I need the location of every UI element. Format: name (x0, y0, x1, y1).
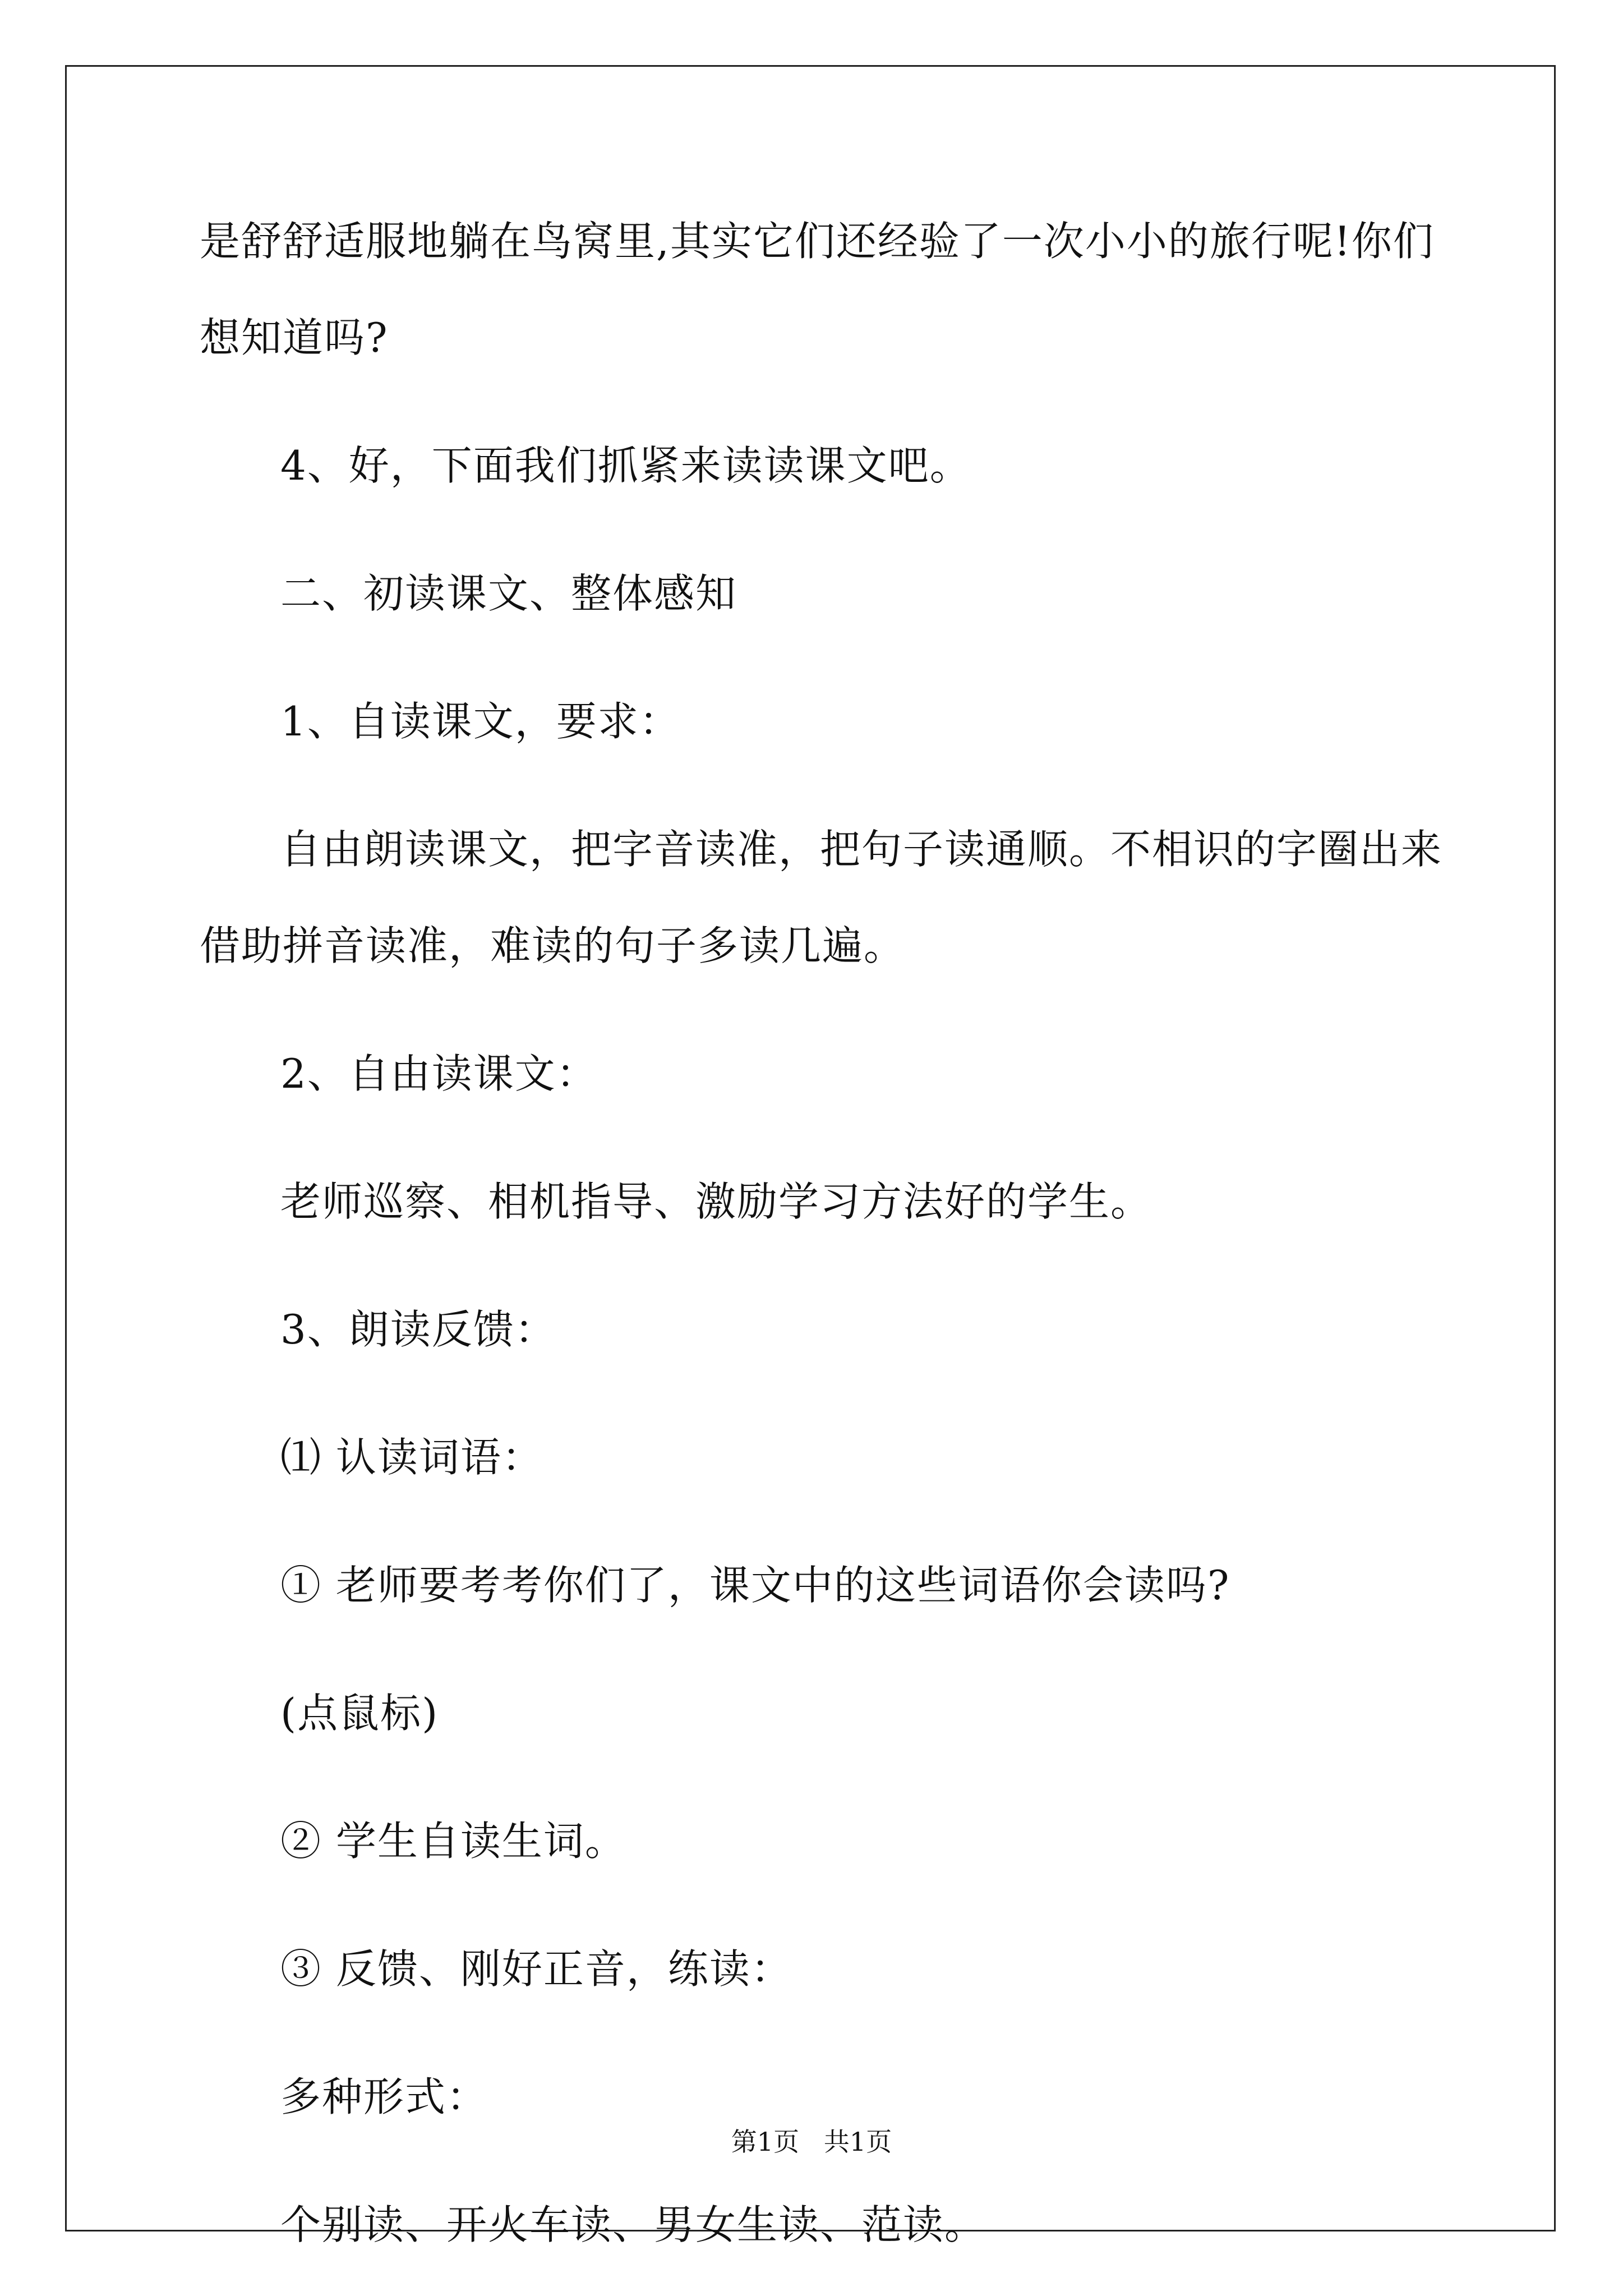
page-footer: 第1页 共1页 (731, 2127, 892, 2157)
text-line: 4、好，下面我们抓紧来读读课文吧。 (280, 442, 971, 489)
text-line: 是舒舒适服地躺在鸟窝里,其实它们还经验了一次小小的旅行呢!你们 (200, 218, 1435, 265)
text-line: 老师巡察、相机指导、激励学习方法好的学生。 (280, 1178, 1152, 1225)
text-line: 自由朗读课文，把字音读准，把句子读通顺。不相识的字圈出来 (280, 826, 1443, 873)
text-line: 多种形式： (280, 2073, 488, 2120)
text-line: ② 学生自读生词。 (280, 1818, 626, 1865)
page-border (65, 65, 1556, 2231)
text-line: ⑴ 认读词语： (280, 1434, 543, 1481)
text-line: (点鼠标) (280, 1690, 439, 1737)
text-line: 个别读、开火车读、男女生读、范读。 (280, 2201, 986, 2248)
section-heading: 二、初读课文、整体感知 (280, 570, 737, 617)
text-line: 借助拼音读准，难读的句子多读几遍。 (200, 922, 906, 969)
text-line: 想知道吗? (200, 314, 389, 361)
text-line: ① 老师要考考你们了，课文中的这些词语你会读吗? (280, 1562, 1230, 1609)
text-line: 2、自由读课文： (280, 1050, 598, 1097)
text-line: 3、朗读反馈： (280, 1306, 556, 1353)
text-line: 1、自读课文，要求： (280, 698, 681, 745)
text-line: ③ 反馈、刚好正音，练读： (280, 1945, 792, 1993)
